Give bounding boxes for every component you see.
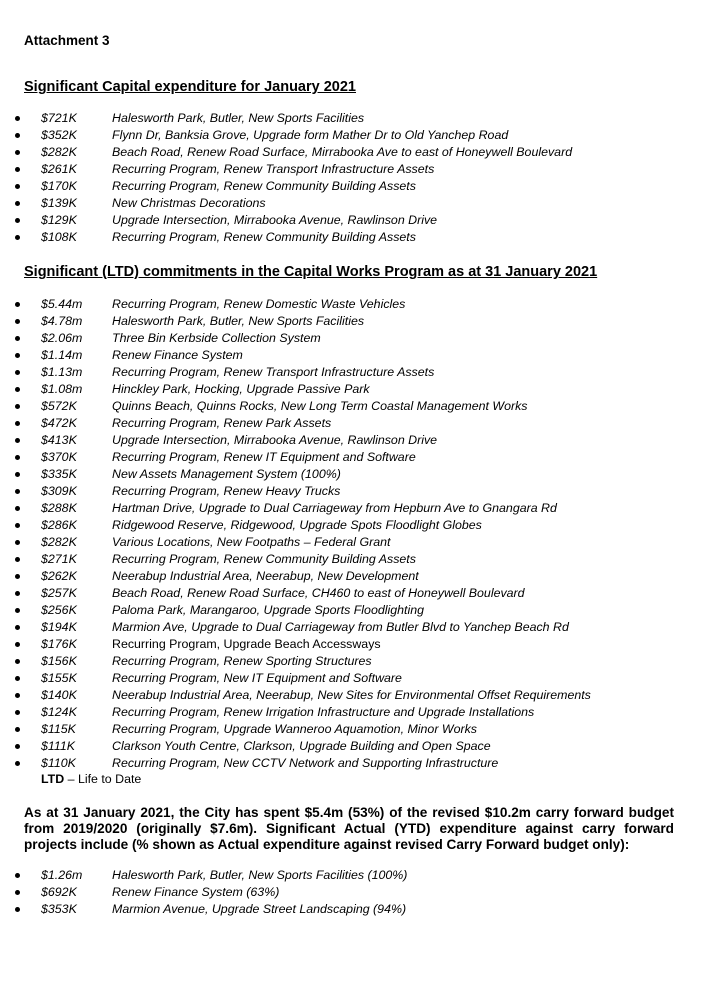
item-amount: $115K xyxy=(41,722,76,736)
item-description: Ridgewood Reserve, Ridgewood, Upgrade Spots Floodlight Globes xyxy=(112,518,482,532)
bullet-icon xyxy=(15,761,20,766)
item-amount: $352K xyxy=(41,128,77,142)
bullet-icon xyxy=(15,574,20,579)
item-amount: $124K xyxy=(41,705,77,719)
bullet-icon xyxy=(15,506,20,511)
bullet-icon xyxy=(15,676,20,681)
item-amount: $721K xyxy=(41,111,77,125)
item-description: New Christmas Decorations xyxy=(112,196,266,210)
bullet-icon xyxy=(15,302,20,307)
item-description: Recurring Program, Renew Transport Infrastructure Assets xyxy=(112,365,435,379)
item-amount: $1.14m xyxy=(41,348,83,362)
bullet-icon xyxy=(15,890,20,895)
item-amount: $1.13m xyxy=(41,365,83,379)
bullet-icon xyxy=(15,557,20,562)
bullet-icon xyxy=(15,659,20,664)
item-description: Marmion Avenue, Upgrade Street Landscaping (94%) xyxy=(112,902,407,916)
item-amount: $2.06m xyxy=(41,331,83,345)
bullet-icon xyxy=(15,235,20,240)
bullet-icon xyxy=(15,642,20,647)
bullet-icon xyxy=(15,472,20,477)
item-description: Recurring Program, New CCTV Network and Supporting Infrastructure xyxy=(112,756,499,770)
item-amount: $262K xyxy=(41,569,77,583)
item-amount: $370K xyxy=(41,450,77,464)
item-amount: $286K xyxy=(41,518,77,532)
item-amount: $4.78m xyxy=(41,314,83,328)
section1-heading: Significant Capital expenditure for January 2021 xyxy=(24,79,356,95)
item-description: Beach Road, Renew Road Surface, Mirrabooka Ave to east of Honeywell Boulevard xyxy=(112,145,573,159)
item-description: Halesworth Park, Butler, New Sports Facilities xyxy=(112,111,365,125)
item-amount: $282K xyxy=(41,145,77,159)
item-amount: $156K xyxy=(41,654,77,668)
item-description: Recurring Program, Renew Community Building Assets xyxy=(112,179,416,193)
bullet-icon xyxy=(15,167,20,172)
item-description: Halesworth Park, Butler, New Sports Facilities (100%) xyxy=(112,868,408,882)
bullet-icon xyxy=(15,608,20,613)
item-amount: $129K xyxy=(41,213,77,227)
bullet-icon xyxy=(15,591,20,596)
item-description: Hartman Drive, Upgrade to Dual Carriageway from Hepburn Ave to Gnangara Rd xyxy=(112,501,557,515)
item-description: Recurring Program, New IT Equipment and Software xyxy=(112,671,402,685)
item-description: Paloma Park, Marangaroo, Upgrade Sports Floodlighting xyxy=(112,603,424,617)
attachment-label: Attachment 3 xyxy=(24,33,110,48)
item-description: Recurring Program, Upgrade Beach Accessways xyxy=(112,637,381,651)
item-description: Upgrade Intersection, Mirrabooka Avenue, Rawlinson Drive xyxy=(112,433,438,447)
item-amount: $472K xyxy=(41,416,77,430)
section2-heading: Significant (LTD) commitments in the Capital Works Program as at 31 January 2021 xyxy=(24,264,598,280)
item-amount: $309K xyxy=(41,484,77,498)
bullet-icon xyxy=(15,523,20,528)
bullet-icon xyxy=(15,907,20,912)
bullet-icon xyxy=(15,370,20,375)
item-amount: $155K xyxy=(41,671,77,685)
item-amount: $413K xyxy=(41,433,77,447)
item-amount: $140K xyxy=(41,688,77,702)
item-description: Beach Road, Renew Road Surface, CH460 to east of Honeywell Boulevard xyxy=(112,586,525,600)
item-amount: $108K xyxy=(41,230,77,244)
bullet-icon xyxy=(15,336,20,341)
item-description: Recurring Program, Upgrade Wanneroo Aquamotion, Minor Works xyxy=(112,722,477,736)
item-description: Quinns Beach, Quinns Rocks, New Long Term Coastal Management Works xyxy=(112,399,528,413)
item-description: Recurring Program, Renew Sporting Structures xyxy=(112,654,372,668)
item-description: Recurring Program, Renew Park Assets xyxy=(112,416,332,430)
item-description: Hinckley Park, Hocking, Upgrade Passive Park xyxy=(112,382,370,396)
item-description: Neerabup Industrial Area, Neerabup, New Development xyxy=(112,569,419,583)
item-amount: $194K xyxy=(41,620,77,634)
item-description: Flynn Dr, Banksia Grove, Upgrade form Mather Dr to Old Yanchep Road xyxy=(112,128,509,142)
item-amount: $1.08m xyxy=(41,382,83,396)
bullet-icon xyxy=(15,438,20,443)
item-amount: $139K xyxy=(41,196,77,210)
bullet-icon xyxy=(15,540,20,545)
bullet-icon xyxy=(15,421,20,426)
item-description: Upgrade Intersection, Mirrabooka Avenue, Rawlinson Drive xyxy=(112,213,438,227)
item-description: Halesworth Park, Butler, New Sports Facilities xyxy=(112,314,365,328)
item-description: Renew Finance System xyxy=(112,348,243,362)
bullet-icon xyxy=(15,693,20,698)
item-amount: $353K xyxy=(41,902,77,916)
ltd-abbr: LTD xyxy=(41,772,65,786)
bullet-icon xyxy=(15,404,20,409)
bullet-icon xyxy=(15,184,20,189)
item-amount: $261K xyxy=(41,162,77,176)
bullet-icon xyxy=(15,873,20,878)
bullet-icon xyxy=(15,116,20,121)
bullet-icon xyxy=(15,625,20,630)
item-description: Recurring Program, Renew Transport Infrastructure Assets xyxy=(112,162,435,176)
bullet-icon xyxy=(15,727,20,732)
item-description: Recurring Program, Renew IT Equipment and Software xyxy=(112,450,416,464)
item-description: Various Locations, New Footpaths – Federal Grant xyxy=(112,535,391,549)
item-amount: $170K xyxy=(41,179,77,193)
bullet-icon xyxy=(15,744,20,749)
item-amount: $257K xyxy=(41,586,77,600)
bullet-icon xyxy=(15,353,20,358)
item-description: Recurring Program, Renew Heavy Trucks xyxy=(112,484,341,498)
item-amount: $5.44m xyxy=(41,297,83,311)
item-description: Recurring Program, Renew Community Building Assets xyxy=(112,230,416,244)
bullet-icon xyxy=(15,489,20,494)
item-description: Recurring Program, Renew Irrigation Infrastructure and Upgrade Installations xyxy=(112,705,535,719)
item-amount: $271K xyxy=(41,552,77,566)
item-description: Renew Finance System (63%) xyxy=(112,885,280,899)
item-amount: $288K xyxy=(41,501,77,515)
item-amount: $692K xyxy=(41,885,77,899)
item-amount: $176K xyxy=(41,637,77,651)
bullet-icon xyxy=(15,133,20,138)
item-amount: $1.26m xyxy=(41,868,83,882)
bullet-icon xyxy=(15,201,20,206)
ltd-text: – Life to Date xyxy=(64,772,142,786)
item-description: Clarkson Youth Centre, Clarkson, Upgrade Building and Open Space xyxy=(112,739,491,753)
bullet-icon xyxy=(15,455,20,460)
item-amount: $256K xyxy=(41,603,77,617)
item-amount: $110K xyxy=(41,756,76,770)
bullet-icon xyxy=(15,319,20,324)
item-description: Recurring Program, Renew Community Building Assets xyxy=(112,552,416,566)
bullet-icon xyxy=(15,387,20,392)
carry-forward-paragraph: As at 31 January 2021, the City has spent $5.4m (53%) of the revised $10.2m carry forward budget from 2019/2020 (originally $7.6m). Significant Actual (YTD) expenditure against carry forward projects include (% shown as Actual expenditure against revised Carry Forward budget only): xyxy=(24,805,674,852)
ltd-note xyxy=(41,772,141,786)
item-amount: $572K xyxy=(41,399,77,413)
item-amount: $111K xyxy=(41,739,75,753)
item-description: Marmion Ave, Upgrade to Dual Carriageway from Butler Blvd to Yanchep Beach Rd xyxy=(112,620,569,634)
item-description: Neerabup Industrial Area, Neerabup, New Sites for Environmental Offset Requirements xyxy=(112,688,591,702)
bullet-icon xyxy=(15,218,20,223)
bullet-icon xyxy=(15,710,20,715)
item-amount: $335K xyxy=(41,467,77,481)
item-description: New Assets Management System (100%) xyxy=(112,467,341,481)
item-amount: $282K xyxy=(41,535,77,549)
item-description: Recurring Program, Renew Domestic Waste Vehicles xyxy=(112,297,406,311)
item-description: Three Bin Kerbside Collection System xyxy=(112,331,321,345)
bullet-icon xyxy=(15,150,20,155)
